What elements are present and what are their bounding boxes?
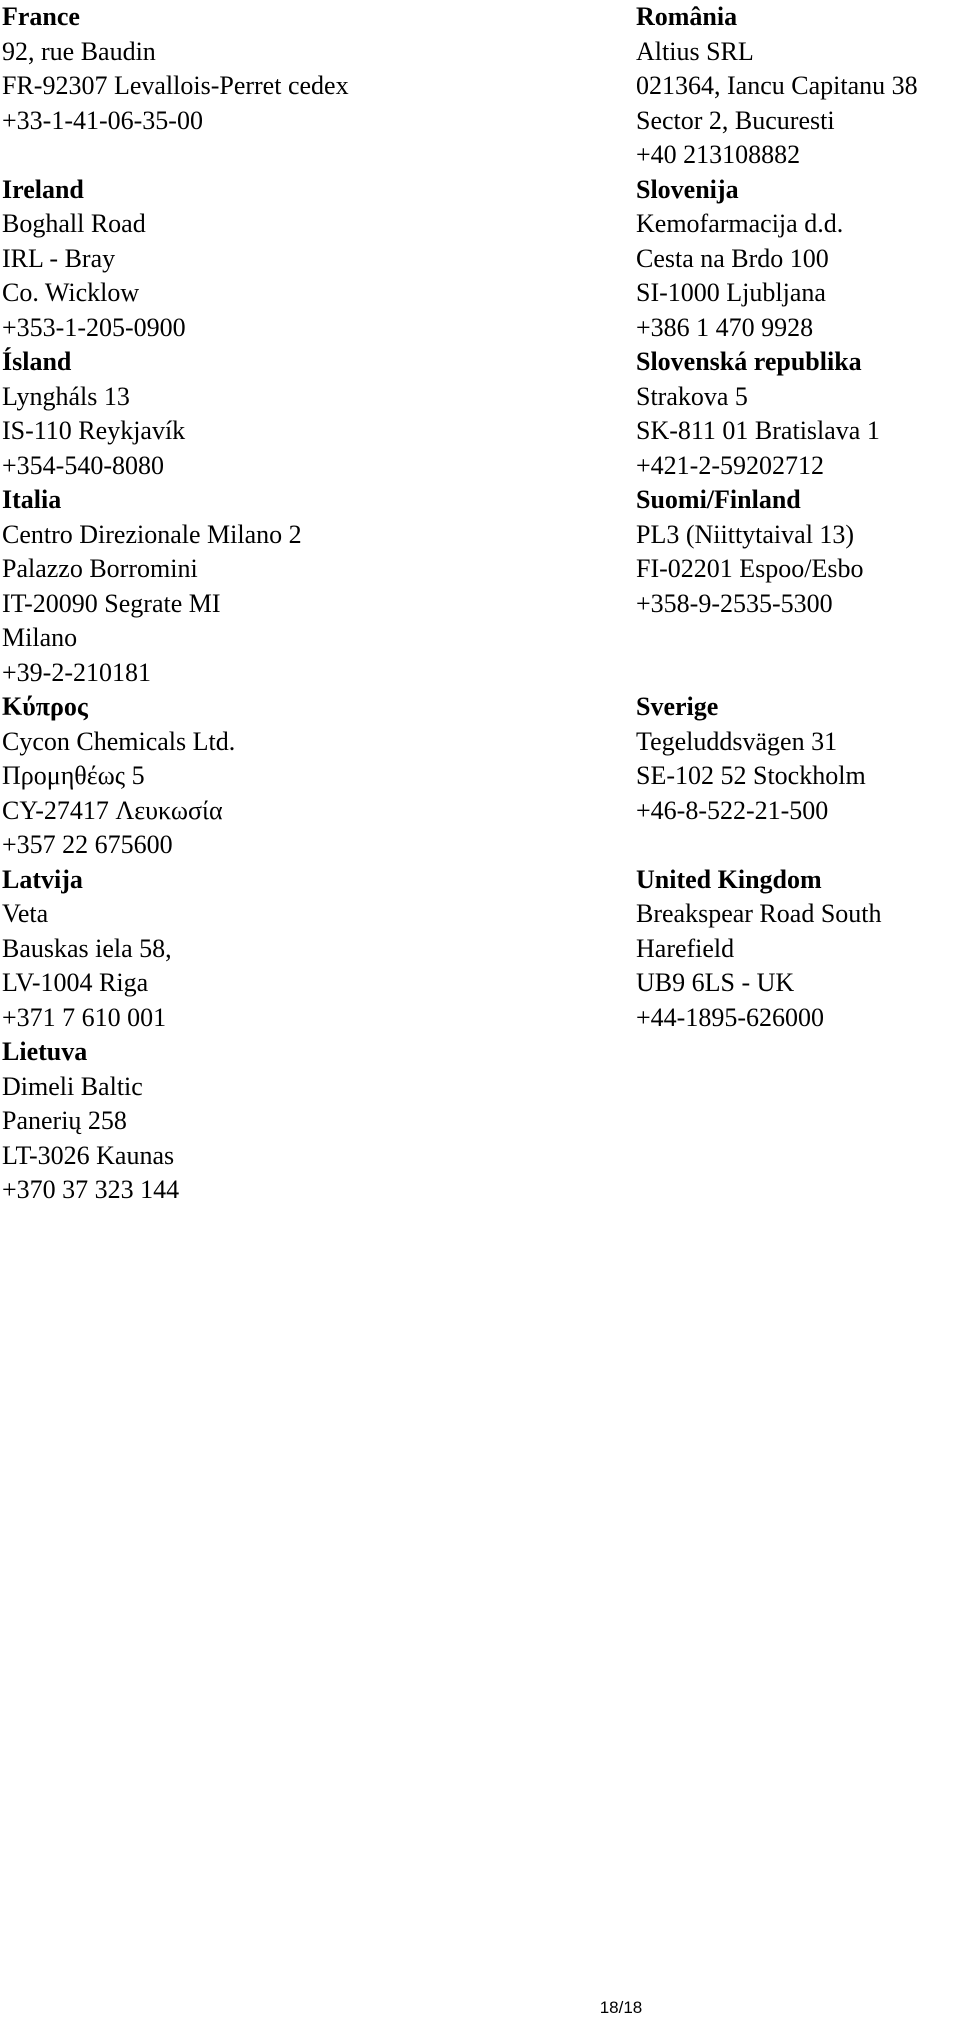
address-line: +370 37 323 144 <box>2 1175 180 1204</box>
address-line: FR-92307 Levallois-Perret cedex <box>2 71 349 100</box>
address-entry-italia <box>2 483 622 690</box>
address-line: Strakova 5 <box>636 381 748 411</box>
address-line: Harefield <box>636 933 735 963</box>
address-line: CY-27417 Λευκωσία <box>2 795 223 825</box>
address-line: IS-110 Reykjavík <box>2 416 186 445</box>
address-line: IRL - Bray <box>2 243 116 273</box>
address-line: Kemofarmacija d.d. <box>636 209 844 238</box>
address-line: LV-1004 Riga <box>2 968 149 997</box>
address-line: Veta <box>2 899 49 928</box>
address-entry-κυπρος <box>2 690 622 863</box>
country-name: Slovenská republika <box>636 347 862 376</box>
address-line: +358-9-2535-5300 <box>636 588 833 618</box>
address-line: +371 7 610 001 <box>2 1002 167 1032</box>
address-entry-ireland <box>2 173 622 346</box>
address-line: Tegeluddsvägen 31 <box>636 726 838 756</box>
address-line: Προμηθέως 5 <box>2 761 145 790</box>
address-line: Boghall Road <box>2 209 146 238</box>
address-entry-france <box>2 0 622 173</box>
address-line: +33-1-41-06-35-00 <box>2 105 203 135</box>
address-line: Panerių 258 <box>2 1106 127 1135</box>
address-line: Dimeli Baltic <box>2 1071 143 1101</box>
address-entry-suomi-finland <box>636 483 960 690</box>
left-column <box>2 0 622 1208</box>
address-entry-romania <box>636 0 960 173</box>
address-line: +46-8-522-21-500 <box>636 795 829 825</box>
address-line: Breakspear Road South <box>636 899 882 928</box>
country-name: Italia <box>2 485 62 514</box>
address-line: +354-540-8080 <box>2 450 164 480</box>
address-line: Cycon Chemicals Ltd. <box>2 726 236 756</box>
address-line: +357 22 675600 <box>2 830 173 859</box>
country-name: România <box>636 2 738 31</box>
address-line: +40 213108882 <box>636 140 801 169</box>
address-line: Centro Direzionale Milano 2 <box>2 519 302 549</box>
address-line: IT-20090 Segrate MI <box>2 588 221 618</box>
address-line: +353-1-205-0900 <box>2 312 186 342</box>
page-footer <box>0 1998 960 2018</box>
address-line: Bauskas iela 58, <box>2 933 172 963</box>
country-name: Ísland <box>2 347 72 376</box>
address-entry-latvija <box>2 863 622 1036</box>
address-line: +39-2-210181 <box>2 657 151 687</box>
address-line: 021364, Iancu Capitanu 38 <box>636 71 918 100</box>
address-line: Sector 2, Bucuresti <box>636 105 835 135</box>
address-line: Cesta na Brdo 100 <box>636 243 829 273</box>
address-line: 92, rue Baudin <box>2 36 156 66</box>
country-name: Lietuva <box>2 1037 88 1066</box>
country-name: Sverige <box>636 692 719 721</box>
address-line: Palazzo Borromini <box>2 554 198 583</box>
address-line: UB9 6LS - UK <box>636 968 795 997</box>
address-line: Co. Wicklow <box>2 278 140 307</box>
address-line: FI-02201 Espoo/Esbo <box>636 554 864 583</box>
address-entry-lietuva <box>2 1035 622 1208</box>
page-number: 18/18 <box>599 1998 643 2017</box>
address-entry-slovenska-republika <box>636 345 960 483</box>
address-entry-island <box>2 345 622 483</box>
address-line: Altius SRL <box>636 36 754 66</box>
country-name: Suomi/Finland <box>636 485 801 514</box>
address-line: Milano <box>2 623 78 652</box>
address-line: SI-1000 Ljubljana <box>636 278 826 307</box>
country-name: Latvija <box>2 864 83 894</box>
country-name: United Kingdom <box>636 864 822 894</box>
address-entry-slovenija <box>636 173 960 346</box>
address-line: SK-811 01 Bratislava 1 <box>636 416 880 445</box>
right-column <box>636 0 960 1035</box>
country-name: Ireland <box>2 174 84 204</box>
address-line: PL3 (Niittytaival 13) <box>636 519 855 549</box>
address-line: +386 1 470 9928 <box>636 312 814 342</box>
address-entry-sverige <box>636 690 960 863</box>
address-line: LT-3026 Kaunas <box>2 1140 175 1170</box>
address-line: Lyngháls 13 <box>2 381 130 411</box>
country-name: Slovenija <box>636 174 739 204</box>
address-entry-united-kingdom <box>636 863 960 1036</box>
country-name: France <box>2 2 80 31</box>
address-line: +421-2-59202712 <box>636 450 824 480</box>
address-line: +44-1895-626000 <box>636 1002 824 1032</box>
country-name: Κύπρος <box>2 692 88 721</box>
address-line: SE-102 52 Stockholm <box>636 761 866 790</box>
